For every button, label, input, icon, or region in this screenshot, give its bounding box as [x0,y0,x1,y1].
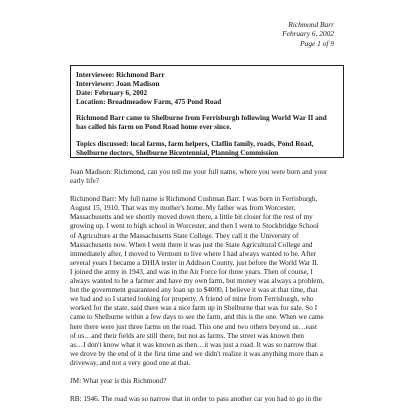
transcript-line: Massachusetts now. When I went there it was just the State Agricultural College and [70,240,313,249]
location-line: Location: Broadmeadow Farm, 475 Pond Road [76,98,222,107]
transcript-line: here there were just three farms on the road. This one and two others beyond us…east [70,322,317,331]
answer-paragraph [70,195,338,368]
transcript-line: came to Shelburne within a few days to see the farm, and this is the one. When we came [70,313,324,322]
date-line: Date: February 6, 2002 [76,89,148,98]
interviewee-line: Interviewee: Richmond Barr [76,71,165,79]
summary-line: Richmond Barr came to Shelburne from Ferrisburgh following World War II and [76,114,327,123]
transcript-line: immediately after, I moved to Vermont to live where I had always wanted to be. After [70,249,317,258]
transcript-line: as…I don't know what it was known as then…it was just a road. It was so narrow that [70,340,317,349]
transcript-line: of us…and their fields are still there, but not as farms. The street was known then [70,331,305,340]
topics-paragraph [76,140,338,158]
transcript-line: Joan Madison: Richmond, can you tell me your full name, where you were born and your [70,168,328,176]
transcript-line: JM: What year is this Richmond? [70,376,167,385]
transcript-line: always wanted to be a farmer and have my own farm, but money was always a problem, [70,277,324,286]
transcript-line: driveway, and not a very good one at that. [70,358,191,367]
header-name: Richmond Barr [288,20,334,29]
summary-paragraph [76,114,338,132]
transcript-body [70,168,338,413]
transcript-line: we had and so I started looking for property. A friend of mine from Ferrisburgh, who [70,295,314,304]
transcript-line: growing up. I went to high school in Worcester, and then I went to Stockbridge School [70,222,319,231]
transcript-line: Massachusetts and we shortly moved down there, a little bit closer for the rest of my [70,213,313,222]
page-header [282,20,334,48]
transcript-line: RB: 1946. The road was so narrow that in order to pass another car you had to go in the [70,395,322,404]
header-page-number: Page 1 of 9 [300,38,334,48]
interviewer-line: Interviewer: Joan Madison [76,80,160,89]
transcript-line: early life? [70,177,99,186]
question-paragraph [70,377,338,386]
interview-info-box [70,65,344,158]
topics-line: Topics discussed: local farms, farm helpers, Claflin family, roads, Pond Road, [76,139,314,148]
transcript-line: several years I became a DHIA tester in Addison County, just before the World War II. [70,258,319,267]
question-paragraph [70,168,338,186]
transcript-line: worked for the state, said there was a nice farm up in Shelburne that was for sale. So I [70,304,318,313]
transcript-line: I joined the army in 1943, and was in the Air Force for three years. Then of course, I [70,267,313,276]
transcript-line: we drove by the end of it the first time and we didn't realize it was anything more than a [70,349,323,358]
transcript-line: but the government guaranteed any loan up to $4000, I believe it was at that time, that [70,286,318,295]
summary-line: has called his farm on Pond Road home ever since. [76,123,232,132]
topics-line: Shelburne doctors, Shelburne Bicentennial, Planning Commission [76,148,279,157]
transcript-line: Richmond Barr: My full name is Richmond Cushman Barr. I was born in Ferrisburgh, [70,195,318,204]
transcript-line: August 15, 1910. That was my mother's home. My father was from Worcester, [70,204,296,213]
header-date: February 6, 2002 [282,29,334,39]
transcript-line: of Agriculture at the Massachusetts State College. They call it the University of [70,231,299,240]
